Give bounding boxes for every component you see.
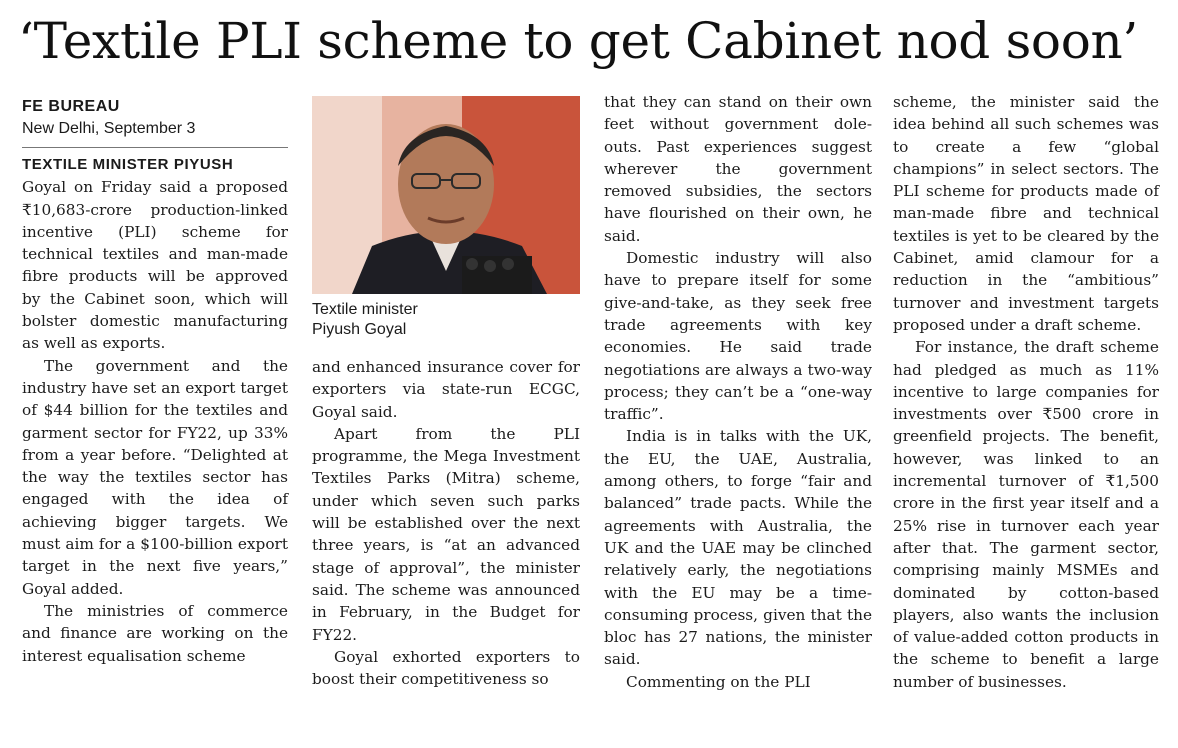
col3-p2: Domestic industry will also have to prepare itself for some give-and-take, as they seek free trade agreements with key economies. He said trade negotiations are always a two-way process; they can’t be a “one-way traffic”.	[604, 249, 872, 424]
article-column-4	[893, 91, 1159, 693]
caption-line-2: Piyush Goyal	[312, 321, 407, 338]
byline	[22, 96, 288, 140]
caption-line-1: Textile minister	[312, 301, 418, 318]
article-column-3	[604, 91, 872, 693]
col2-p1: and enhanced insurance cover for exporters via state-run ECGC, Goyal said.	[312, 358, 580, 421]
byline-dateline: New Delhi, September 3	[22, 120, 196, 137]
col1-p2: The government and the industry have set an export target of $44 billion for the textiles and garment sector for FY22, up 33% from a year before. “Delighted at the way the textiles sector has engaged with the idea of achieving bigger targets. We must aim for a $100-billion export target in the next five years,” Goyal added.	[22, 356, 288, 598]
portrait-illustration	[312, 96, 580, 294]
article-column-2	[312, 96, 580, 690]
col3-p1: that they can stand on their own feet without government dole-outs. Past experiences suggest wherever the government removed subsidies, the sectors have flourished on their own, he said.	[604, 93, 872, 245]
col3-p4: Commenting on the PLI	[626, 672, 811, 691]
col2-p3: Goyal exhorted exporters to boost their competitiveness so	[312, 647, 580, 689]
byline-bureau: FE BUREAU	[22, 98, 120, 115]
col4-p1: scheme, the minister said the idea behind all such schemes was to create a few “global champions” in select sectors. The PLI scheme for products made of man-made fibre and technical textiles is yet to be cleared by the Cabinet, amid clamour for a reduction in the “ambitious” turnover and investment targets proposed under a draft scheme.	[893, 93, 1159, 334]
lead-in: TEXTILE MINISTER PIYUSH	[22, 156, 234, 173]
article-column-1	[22, 96, 288, 667]
lead-paragraph	[22, 153, 288, 355]
photo-caption	[312, 300, 580, 340]
headline: ‘Textile PLI scheme to get Cabinet nod soon’	[18, 12, 1139, 70]
col1-p1: Goyal on Friday said a proposed ₹10,683-crore production-linked incentive (PLI) scheme for technical textiles and man-made fibre products will be approved by the Cabinet soon, which will bolster domestic manufacturing as well as exports.	[22, 178, 288, 353]
minister-photo	[312, 96, 580, 294]
byline-rule	[22, 147, 288, 148]
col4-p2: For instance, the draft scheme had pledged as much as 11% incentive to large companies for investments over ₹500 crore in greenfield projects. The benefit, however, was linked to an incremental turnover of ₹1,500 crore in the first year itself and a 25% rise in turnover each year after that. The garment sector, comprising mainly MSMEs and dominated by cotton-based players, also wants the inclusion of value-added cotton products in the scheme to benefit a large number of businesses.	[893, 338, 1159, 691]
col1-p3: The ministries of commerce and finance are working on the interest equalisation scheme	[22, 601, 288, 665]
col2-p2: Apart from the PLI programme, the Mega Investment Textiles Parks (Mitra) scheme, under which seven such parks will be established over the next three years, is “at an advanced stage of approval”, the minister said. The scheme was announced in February, in the Budget for FY22.	[312, 424, 580, 644]
col3-p3: India is in talks with the UK, the EU, the UAE, Australia, among others, to forge “fair and balanced” trade pacts. While the agreements with Australia, the UK and the UAE may be clinched relatively early, the negotiations with the EU may be a time-consuming process, given that the bloc has 27 nations, the minister said.	[604, 427, 872, 669]
